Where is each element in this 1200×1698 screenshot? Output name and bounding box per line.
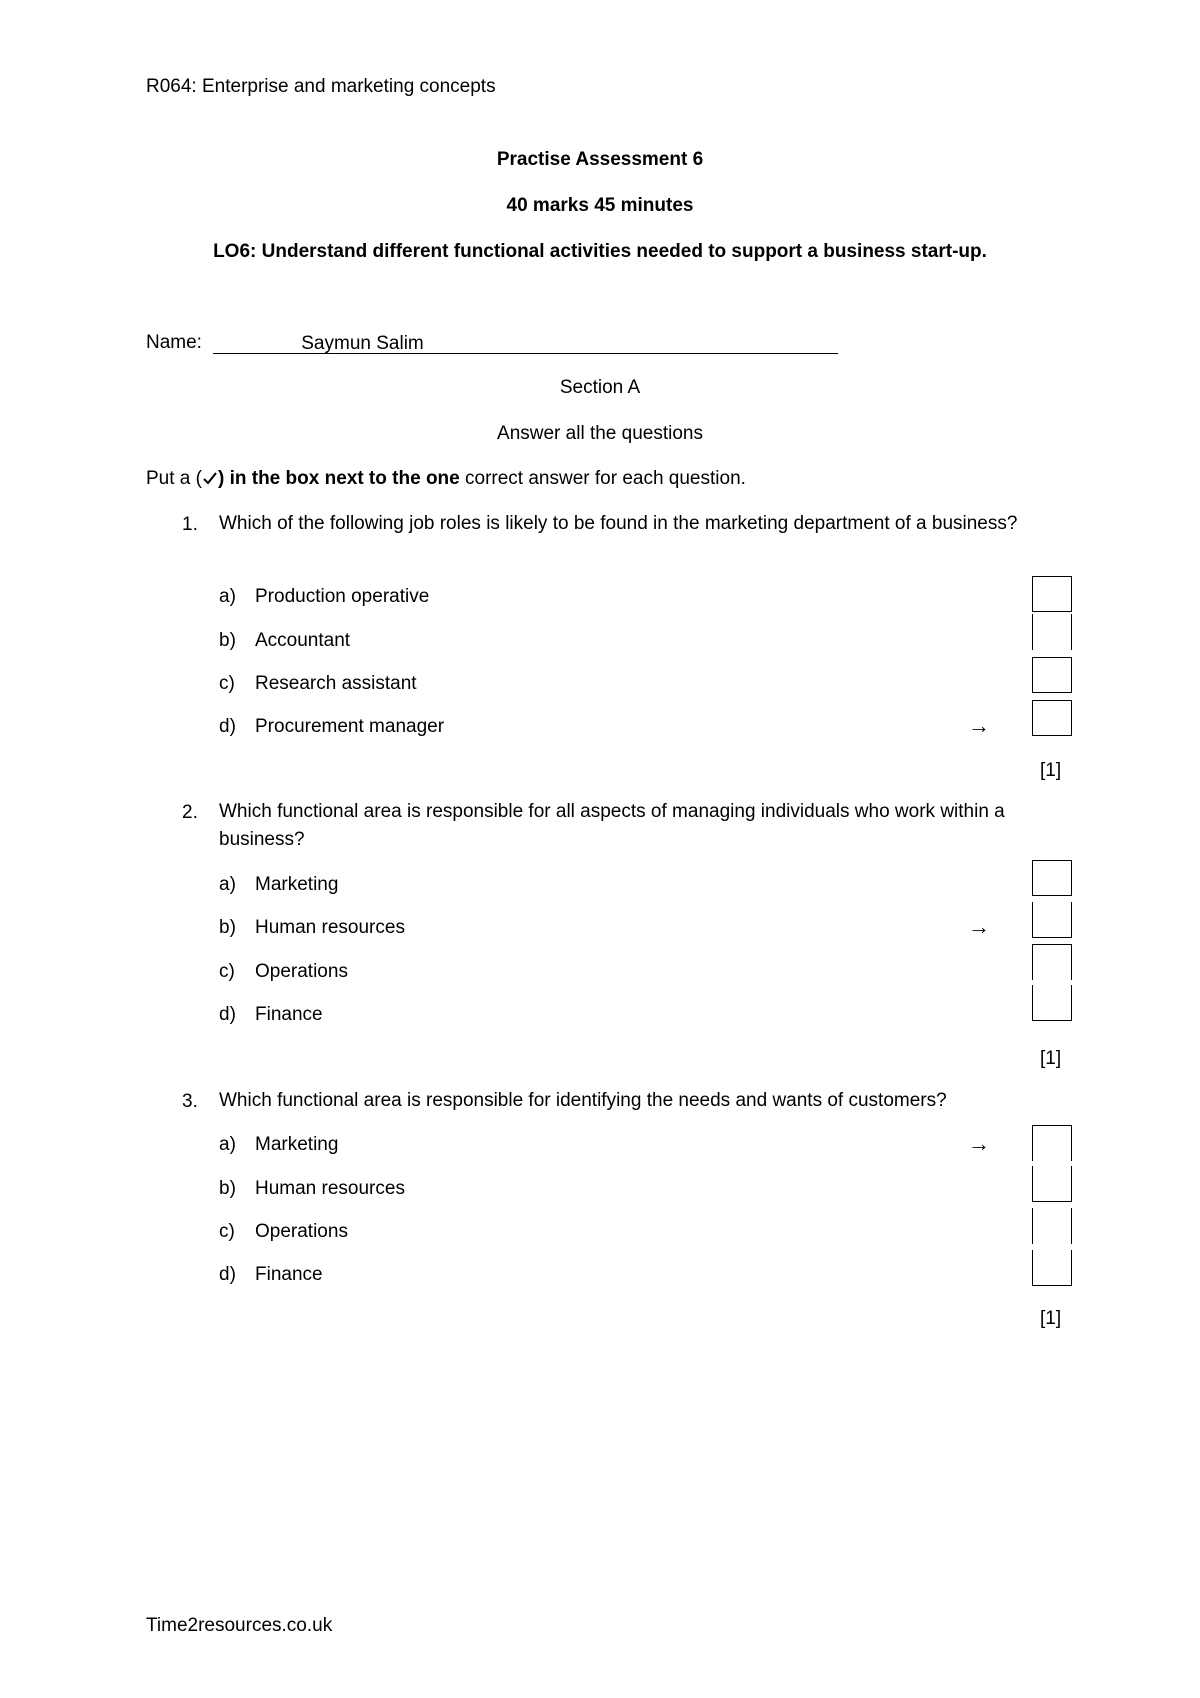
- instruction-text-middle: ) in the box next to the: [217, 468, 426, 489]
- option-letter: b): [219, 917, 236, 938]
- instruction-text-end: correct answer for each question.: [459, 468, 746, 489]
- arrow-icon: →: [968, 713, 990, 738]
- arrow-icon: →: [968, 1131, 990, 1156]
- option-text: Human resources: [255, 1178, 405, 1199]
- question-number: 2.: [182, 802, 198, 823]
- answer-checkbox[interactable]: [1032, 860, 1072, 896]
- option-text: Human resources: [255, 917, 405, 938]
- question-text: Which functional area is responsible for identifying the needs and wants of customers?: [219, 1090, 947, 1111]
- section-instruction: Answer all the questions: [497, 423, 703, 444]
- option-letter: c): [219, 961, 235, 982]
- option-text: Finance: [255, 1004, 323, 1025]
- answer-checkbox[interactable]: [1032, 985, 1072, 1021]
- answer-checkbox[interactable]: [1032, 1125, 1072, 1161]
- marks-label: [1]: [1040, 760, 1062, 781]
- marks-label: [1]: [1040, 1048, 1062, 1069]
- answer-checkbox[interactable]: [1032, 1208, 1072, 1244]
- option-text: Finance: [255, 1264, 323, 1285]
- question-text: Which of the following job roles is likely to be found in the marketing department of a business?: [219, 513, 1018, 534]
- instruction-text-start: Put a (: [146, 468, 202, 489]
- option-text: Operations: [255, 961, 348, 982]
- name-label: Name:: [146, 332, 202, 353]
- option-letter: d): [219, 1264, 236, 1285]
- name-value[interactable]: Saymun Salim: [301, 333, 424, 354]
- answer-checkbox[interactable]: [1032, 657, 1072, 693]
- option-letter: d): [219, 716, 236, 737]
- option-text: Marketing: [255, 874, 339, 895]
- answer-checkbox[interactable]: [1032, 614, 1072, 650]
- question-text: Which functional area is responsible for all aspects of managing individuals who work within a business?: [219, 801, 1005, 850]
- answer-checkbox[interactable]: [1032, 944, 1072, 980]
- answer-checkbox[interactable]: [1032, 700, 1072, 736]
- learning-objective: LO6: Understand different functional activities needed to support a business start-up.: [213, 241, 987, 262]
- option-letter: a): [219, 1134, 236, 1155]
- option-text: Operations: [255, 1221, 348, 1242]
- arrow-icon: →: [968, 914, 990, 939]
- answer-checkbox[interactable]: [1032, 1166, 1072, 1202]
- option-text: Marketing: [255, 1134, 339, 1155]
- answer-checkbox[interactable]: [1032, 576, 1072, 612]
- question-number: 3.: [182, 1091, 198, 1112]
- option-text: Production operative: [255, 586, 430, 607]
- document-header: R064: Enterprise and marketing concepts: [146, 76, 496, 97]
- answer-checkbox[interactable]: [1032, 1250, 1072, 1286]
- option-text: Procurement manager: [255, 716, 445, 737]
- option-letter: c): [219, 673, 235, 694]
- tick-icon: [202, 470, 218, 486]
- footer-source: Time2resources.co.uk: [146, 1615, 333, 1636]
- option-text: Accountant: [255, 630, 351, 651]
- marks-and-time: 40 marks 45 minutes: [506, 195, 694, 216]
- option-letter: c): [219, 1221, 235, 1242]
- option-text: Research assistant: [255, 673, 417, 694]
- instruction-emphasis: one: [425, 468, 460, 489]
- name-row: [146, 332, 838, 354]
- answer-checkbox[interactable]: [1032, 902, 1072, 938]
- section-heading: Section A: [559, 377, 641, 398]
- option-letter: b): [219, 630, 236, 651]
- option-letter: a): [219, 586, 236, 607]
- assessment-title: Practise Assessment 6: [496, 149, 704, 170]
- option-letter: a): [219, 874, 236, 895]
- question-number: 1.: [182, 514, 198, 535]
- name-underline-trail: [426, 333, 838, 354]
- answer-instruction: [146, 468, 746, 490]
- option-letter: b): [219, 1178, 236, 1199]
- marks-label: [1]: [1040, 1308, 1062, 1329]
- option-letter: d): [219, 1004, 236, 1025]
- name-underline-lead: [213, 333, 299, 354]
